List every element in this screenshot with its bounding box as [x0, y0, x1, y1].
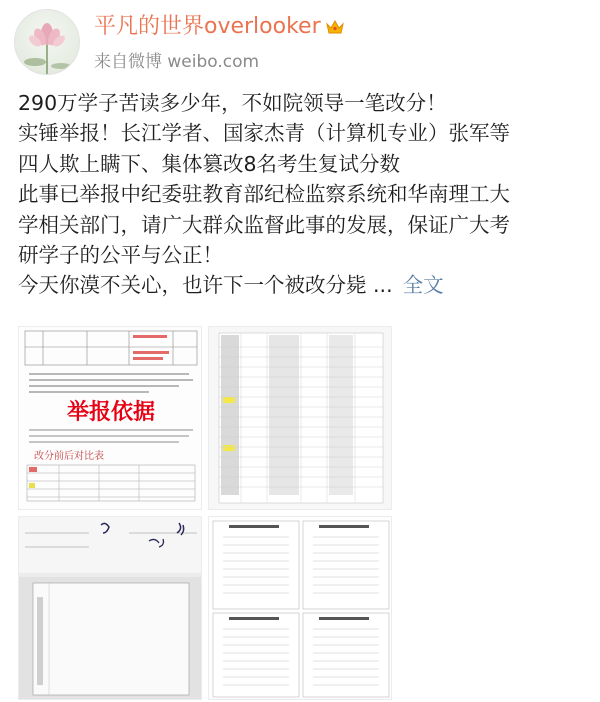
text-line-1: 290万学子苦读多少年，不如院领导一笔改分！	[18, 91, 447, 115]
image-grid	[18, 326, 582, 702]
text-line-2: 实锤举报！长江学者、国家杰青（计算机专业）张军等	[18, 121, 510, 146]
image-report-document[interactable]	[18, 326, 202, 510]
lotus-avatar-icon	[15, 10, 79, 74]
text-line-3: 四人欺上瞒下、集体篡改8名考生复试分数	[18, 151, 401, 176]
crown-icon	[325, 19, 345, 35]
report-heading: 举报依据	[66, 400, 156, 425]
post-source: 来自微博 weibo.com	[94, 51, 260, 72]
avatar[interactable]	[14, 9, 80, 75]
image-score-form[interactable]	[18, 516, 202, 700]
post-header	[14, 8, 345, 76]
author-name[interactable]: 平凡的世界overlooker	[94, 13, 321, 39]
text-line-7: 今天你漠不关心，也许下一个被改分毙	[18, 273, 367, 298]
image-tables-collage[interactable]	[208, 516, 392, 700]
image-score-spreadsheet[interactable]	[208, 326, 392, 510]
post-text	[18, 88, 588, 301]
fulltext-link[interactable]: 全文	[402, 273, 444, 298]
report-subheading: 改分前后对比表	[34, 451, 104, 462]
author-name-row	[94, 13, 345, 41]
text-line-7-wrap	[18, 270, 588, 300]
author-block	[94, 13, 345, 72]
text-line-4: 此事已举报中纪委驻教育部纪检监察系统和华南理工大	[18, 182, 510, 207]
text-line-5: 学相关部门，请广大群众监督此事的发展，保证广大考	[18, 212, 510, 237]
text-ellipsis: ...	[373, 273, 393, 298]
text-line-6: 研学子的公平与公正！	[18, 243, 223, 268]
